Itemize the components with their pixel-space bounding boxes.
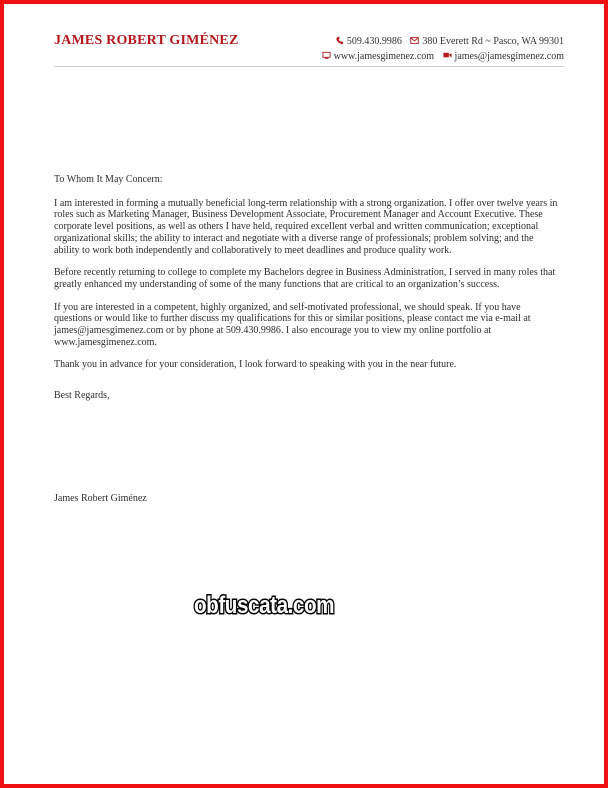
website-link[interactable]: www.jamesgimenez.com [333, 51, 435, 62]
watermark-text: obfuscata.com [194, 592, 335, 619]
contact-info [316, 34, 564, 64]
letter-signature: James Robert Giménez [54, 493, 147, 504]
header-divider [54, 66, 564, 67]
letter-closing: Best Regards, [54, 390, 110, 402]
mailing-address: 380 Everett Rd ~ Pasco, WA 99301 [422, 36, 564, 47]
letterhead [54, 30, 564, 66]
applicant-name: JAMES ROBERT GIMÉNEZ [54, 33, 239, 48]
letter-paragraph: Thank you in advance for your consideration, I look forward to speaking with you in the near future. [54, 359, 457, 371]
email-link[interactable]: james@jamesgimenez.com [454, 51, 564, 62]
letter-paragraph: I am interested in forming a mutually beneficial long-term relationship with a strong organization. I offer over twelve years in roles such as Marketing Manager, Business Development Associate, Procurement Manager and Account Executive. These corporate level positions, as well as others I have held, required excellent verbal and written communication; exceptional organizational skills; the ability to interact and negotiate with a diverse range of professionals; problem solving; and the ability to work both independently and collaboratively to meet deadlines and produce quality work. [54, 197, 558, 256]
address-icon [410, 36, 419, 45]
letter-paragraph: If you are interested in a competent, highly organized, and self-motivated professional, we should speak. If you have questions or would like to further discuss my qualifications for this or similar positions, please contact me via e-mail at james@jamesgimenez.com or by phone at 509.430.9986. I also encourage you to view my online portfolio at www.jamesgimenez.com. [54, 301, 531, 348]
letter-greeting: To Whom It May Concern: [54, 174, 163, 185]
email-icon [443, 51, 452, 60]
website-icon [322, 51, 331, 60]
contact-row-2 [316, 49, 564, 64]
contact-row-1 [316, 34, 564, 49]
letter-paragraph: Before recently returning to college to complete my Bachelors degree in Business Administration, I served in many roles that greatly enhanced my understanding of some of the many functions that are critical to an organization’s success. [54, 267, 556, 290]
phone-icon [335, 36, 344, 45]
phone-number: 509.430.9986 [346, 36, 402, 47]
letter-body [54, 174, 559, 402]
